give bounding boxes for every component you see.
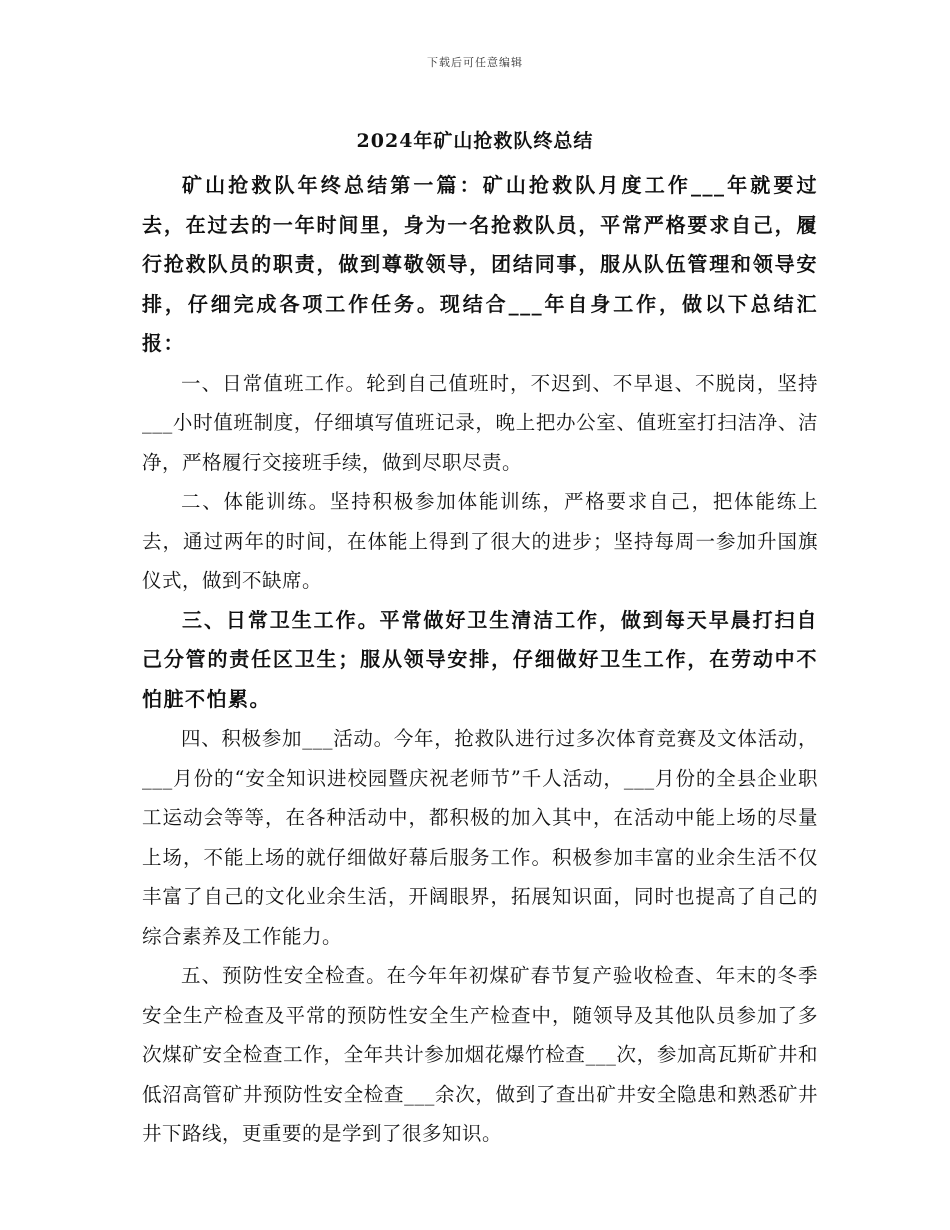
- document-body: [142, 166, 818, 1154]
- page-header-note: 下载后可任意编辑: [427, 56, 523, 69]
- document-title: 2024年矿山抢救队终总结: [356, 130, 594, 152]
- paragraph-daily-duty: 一、日常值班工作。轮到自己值班时，不迟到、不早退、不脱岗，坚持___小时值班制度，仔细填写值班记录，晚上把办公室、值班室打扫洁净、洁净，严格履行交接班手续，做到尽职尽责。: [142, 371, 818, 474]
- paragraph-activities: 四、积极参加___活动。今年，抢救队进行过多次体育竞赛及文体活动，___月份的“安全知识进校园暨庆祝老师节”千人活动，___月份的全县企业职工运动会等等，在各种活动中，都积极的加入其中，在活动中能上场的尽量上场，不能上场的就仔细做好幕后服务工作。积极参加丰富的业余生活不仅丰富了自己的文化业余生活，开阔眼界，拓展知识面，同时也提高了自己的综合素养及工作能力。: [142, 727, 818, 948]
- paragraph-intro: 矿山抢救队年终总结第一篇：矿山抢救队月度工作___年就要过去，在过去的一年时间里，身为一名抢救队员，平常严格要求自己，履行抢救队员的职责，做到尊敬领导，团结同事，服从队伍管理和领导安排，仔细完成各项工作任务。现结合___年自身工作，做以下总结汇报：: [142, 173, 818, 355]
- paragraph-fitness-training: 二、体能训练。坚持积极参加体能训练，严格要求自己，把体能练上去，通过两年的时间，在体能上得到了很大的进步；坚持每周一参加升国旗仪式，做到不缺席。: [142, 490, 818, 592]
- paragraph-hygiene-work: 三、日常卫生工作。平常做好卫生清洁工作，做到每天早晨打扫自己分管的责任区卫生；服从领导安排，仔细做好卫生工作，在劳动中不怕脏不怕累。: [142, 607, 818, 711]
- paragraph-safety-inspection: 五、预防性安全检查。在今年年初煤矿春节复产验收检查、年末的冬季安全生产检查及平常的预防性安全生产检查中，随领导及其他队员参加了多次煤矿安全检查工作，全年共计参加烟花爆竹检查___次，参加高瓦斯矿井和低沼高管矿井预防性安全检查___余次，做到了查出矿井安全隐患和熟悉矿井井下路线，更重要的是学到了很多知识。: [142, 964, 818, 1145]
